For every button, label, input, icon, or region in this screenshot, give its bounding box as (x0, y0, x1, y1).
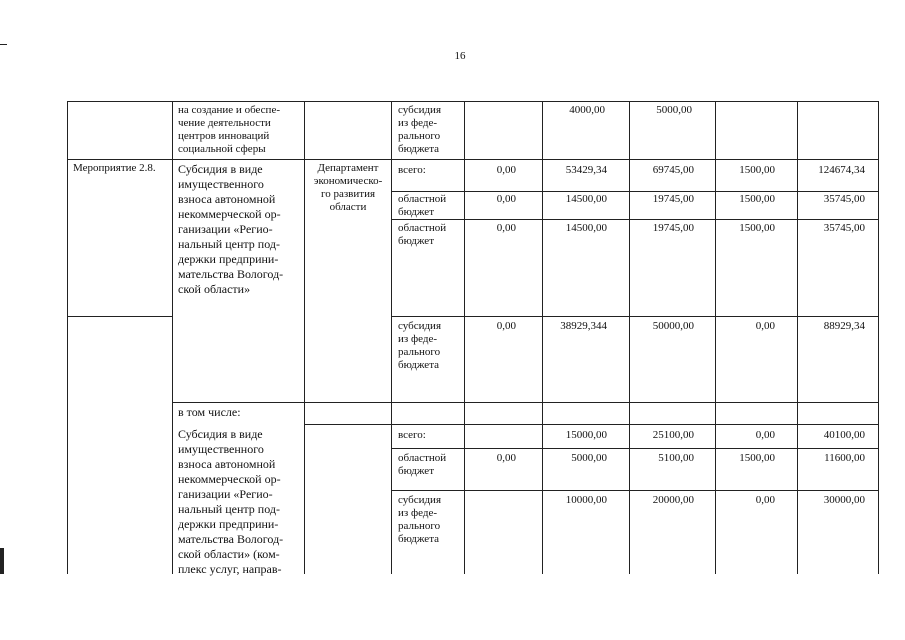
measure-row-v4: 1500,00 (739, 193, 775, 205)
top-row-value-3: 5000,00 (656, 104, 692, 116)
top-row-value-2: 4000,00 (569, 104, 605, 116)
measure-row-source: областной бюджет (398, 222, 447, 247)
row-divider (304, 424, 878, 425)
row-divider (68, 316, 172, 317)
top-row-name: на создание и обеспе- чение деятельности центров инноваций социальной сферы (178, 104, 280, 155)
measure-row-v1: 0,00 (496, 193, 516, 205)
top-row-source: субсидия из феде- рального бюджета (398, 104, 442, 155)
including-name: Субсидия в виде имущественного взноса автономной некоммерческой ор- ганизации «Регио- нальный центр под- держки предприни- мательства Вологод- ской области» (ком- плекс услуг, направ- (178, 427, 284, 576)
measure-row-v3: 50000,00 (652, 320, 694, 332)
measure-row-v1: 0,00 (496, 164, 516, 176)
measure-row-v4: 0,00 (755, 320, 775, 332)
divider (304, 102, 305, 574)
measure-row-v1: 0,00 (496, 222, 516, 234)
row-divider (68, 159, 878, 160)
measure-row-v5: 35745,00 (823, 193, 865, 205)
measure-row-v2: 38929,344 (560, 320, 607, 332)
including-row-v1: 0,00 (496, 452, 516, 464)
measure-row-v5: 88929,34 (823, 320, 865, 332)
measure-row-source: областной бюджет (398, 193, 447, 218)
measure-row-v3: 19745,00 (652, 222, 694, 234)
row-divider (172, 402, 878, 403)
measure-id: Мероприятие 2.8. (73, 162, 156, 174)
including-row-v4: 1500,00 (739, 452, 775, 464)
row-divider (391, 191, 878, 192)
measure-row-v2: 14500,00 (565, 193, 607, 205)
page-number: 16 (454, 50, 466, 62)
including-label: в том числе: (178, 405, 241, 419)
measure-row-v2: 14500,00 (565, 222, 607, 234)
scan-mark (0, 548, 4, 574)
measure-row-v2: 53429,34 (565, 164, 607, 176)
row-divider (391, 219, 878, 220)
including-row-v2: 15000,00 (565, 429, 607, 441)
divider (391, 102, 392, 574)
including-row-source: субсидия из феде- рального бюджета (398, 494, 442, 545)
row-divider (391, 490, 878, 491)
including-row-v3: 20000,00 (652, 494, 694, 506)
measure-row-v5: 35745,00 (823, 222, 865, 234)
measure-name: Субсидия в виде имущественного взноса автономной некоммерческой ор- ганизации «Регио- нальный центр под- держки предприни- мательства Вологод- ской области» (178, 162, 284, 296)
divider (172, 402, 173, 574)
including-row-v3: 25100,00 (652, 429, 694, 441)
row-divider (391, 448, 878, 449)
row-divider (391, 316, 878, 317)
including-row-source: всего: (398, 429, 426, 441)
measure-row-source: субсидия из феде- рального бюджета (398, 320, 442, 371)
divider (172, 102, 173, 402)
measure-row-v5: 124674,34 (818, 164, 865, 176)
including-row-v5: 30000,00 (823, 494, 865, 506)
including-row-v4: 0,00 (755, 429, 775, 441)
measure-row-v3: 69745,00 (652, 164, 694, 176)
measure-row-v4: 1500,00 (739, 222, 775, 234)
budget-table (67, 101, 879, 574)
measure-executor: Департамент экономическо- го развития области (313, 162, 383, 213)
scan-mark (0, 44, 7, 45)
including-row-v5: 11600,00 (824, 452, 865, 464)
measure-row-v4: 1500,00 (739, 164, 775, 176)
measure-row-v3: 19745,00 (652, 193, 694, 205)
including-row-source: областной бюджет (398, 452, 447, 477)
including-row-v4: 0,00 (755, 494, 775, 506)
including-row-v5: 40100,00 (823, 429, 865, 441)
measure-row-v1: 0,00 (496, 320, 516, 332)
including-row-v3: 5100,00 (658, 452, 694, 464)
measure-row-source: всего: (398, 164, 426, 176)
including-row-v2: 5000,00 (571, 452, 607, 464)
including-row-v2: 10000,00 (565, 494, 607, 506)
